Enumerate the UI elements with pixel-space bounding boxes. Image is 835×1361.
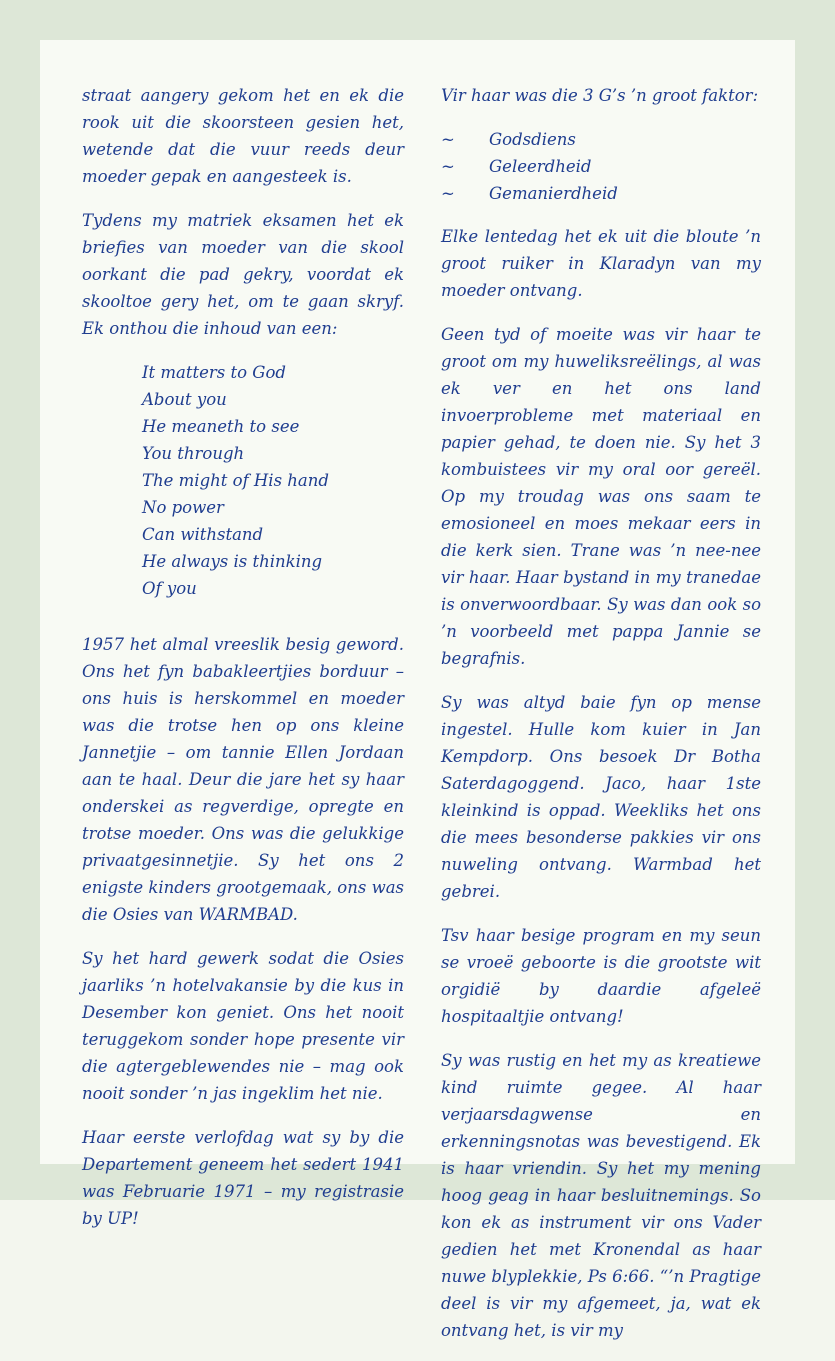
list-item-text: Geleerdheid: [489, 157, 592, 176]
poem-line: No power: [142, 498, 224, 517]
paragraph: Sy het hard gewerk sodat die Osies jaarliks ’n hotelvakansie by die kus in Desember kon geniet. Ons het nooit teruggekom sonder hope presente vir die agtergeblewendes nie – mag ook nooit sonder ’n jas ingeklim het nie.: [82, 949, 404, 1103]
list-item-text: Godsdiens: [489, 130, 576, 149]
paragraph: Geen tyd of moeite was vir haar te groot om my huweliksreëlings, al was ek ver en het ons land invoerprobleme met materiaal en papier gehad, te doen nie. Sy het 3 kombuistees vir my oral oor gereël. Op my troudag was ons saam te emosioneel en moes mekaar eers in die kerk sien. Trane was ’n nee-nee vir haar. Haar bystand in my tranedae is onverwoordbaar. Sy was dan ook so ’n voorbeeld met pappa Jannie se begrafnis.: [441, 325, 761, 668]
poem-line: Can withstand: [142, 525, 264, 544]
poem-line: The might of His hand: [142, 471, 329, 490]
list-item-text: Gemanierdheid: [489, 184, 618, 203]
poem: [142, 359, 404, 602]
poem-line: About you: [142, 390, 227, 409]
paragraph: straat aangery gekom het en ek die rook uit die skoorsteen gesien het, wetende dat die vuur reeds deur moeder gepak en aangesteek is.: [82, 86, 404, 186]
list-item: [441, 153, 761, 180]
tilde-bullet: ~: [441, 130, 455, 149]
list-item: [441, 126, 761, 153]
paragraph: Vir haar was die 3 G’s ’n groot faktor:: [441, 86, 759, 105]
poem-line: Of you: [142, 579, 197, 598]
paragraph: Sy was rustig en het my as kreatiewe kind ruimte gegee. Al haar verjaarsdagwense en erkenningsnotas was bevestigend. Ek is haar vriendin. Sy het my mening hoog geag in haar besluitnemings. So kon ek as instrument vir ons Vader gedien het met Kronendal as haar nuwe blyplekkie, Ps 6:66. “’n Pragtige deel is vir my afgemeet, ja, wat ek ontvang het, is vir my: [441, 1051, 761, 1340]
tilde-bullet: ~: [441, 157, 455, 176]
paragraph: Tsv haar besige program en my seun se vroeë geboorte is die grootste wit orgidië by daardie afgeleë hospitaaltjie ontvang!: [441, 926, 761, 1026]
paragraph: Elke lentedag het ek uit die bloute ’n groot ruiker in Klaradyn van my moeder ontvang.: [441, 227, 761, 300]
paragraph: Tydens my matriek eksamen het ek briefies van moeder van die skool oorkant die pad gekry, voordat ek skooltoe gery het, om te gaan skryf. Ek onthou die inhoud van een:: [82, 211, 404, 338]
poem-line: You through: [142, 444, 245, 463]
list-item: [441, 180, 761, 207]
tilde-bullet: ~: [441, 184, 455, 203]
poem-line: He always is thinking: [142, 552, 323, 571]
list: [441, 126, 761, 207]
right-column: [441, 82, 761, 1361]
poem-line: He meaneth to see: [142, 417, 300, 436]
paragraph: Sy was altyd baie fyn op mense ingestel. Hulle kom kuier in Jan Kempdorp. Ons besoek Dr Botha Saterdagoggend. Jaco, haar 1ste kleinkind is oppad. Weekliks het ons die mees besonderse pakkies vir ons nuweling ontvang. Warmbad het gebrei.: [441, 693, 761, 901]
paragraph: Haar eerste verlofdag wat sy by die Departement geneem het sedert 1941 was Februarie 1971 – my registrasie by UP!: [82, 1128, 404, 1228]
poem-line: It matters to God: [142, 363, 286, 382]
left-column: [82, 82, 404, 1249]
paragraph: 1957 het almal vreeslik besig geword. Ons het fyn babakleertjies borduur – ons huis is herskommel en moeder was die trotse hen op ons kleine Jannetjie – om tannie Ellen Jordaan aan te haal. Deur die jare het sy haar onderskei as regverdige, opregte en trotse moeder. Ons was die gelukkige privaatgesinnetjie. Sy het ons 2 enigste kinders grootgemaak, ons was die Osies van WARMBAD.: [82, 635, 404, 924]
